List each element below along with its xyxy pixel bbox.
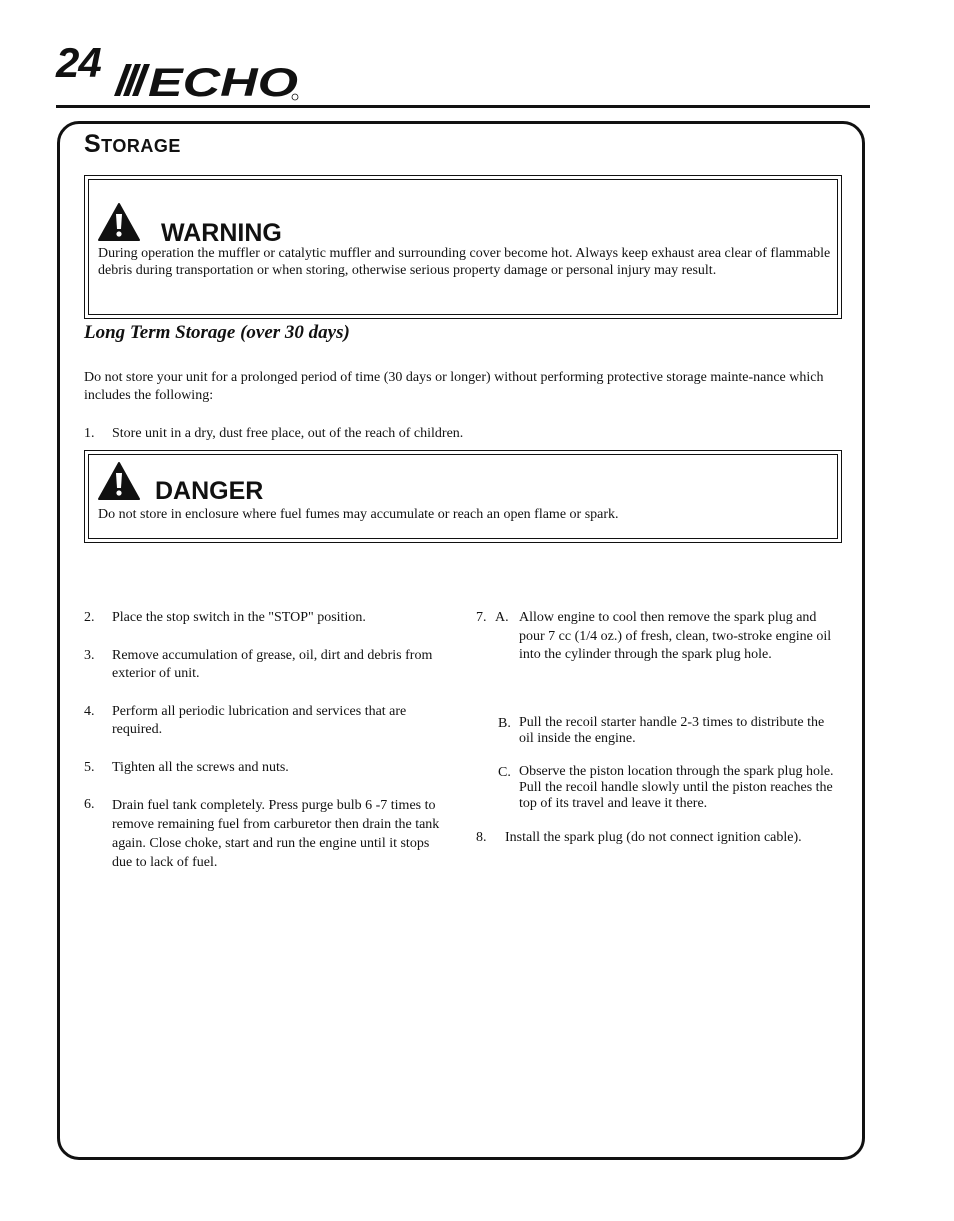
page-number: 24 (56, 39, 101, 86)
step-4-number: 4. (84, 704, 95, 719)
danger-heading: DANGER (155, 477, 264, 505)
step-7a-text: Allow engine to cool then remove the spark plug and pour 7 cc (1/4 oz.) of fresh, clean, two-stroke engine oil into the cylinder through the spark plug hole. (519, 610, 832, 662)
step-1-text: Store unit in a dry, dust free place, out of the reach of children. (112, 426, 464, 441)
step-5-text: Tighten all the screws and nuts. (112, 760, 289, 775)
long-term-storage-heading: Long Term Storage (over 30 days) (84, 322, 350, 343)
step-2-number: 2. (84, 610, 95, 625)
step-5-number: 5. (84, 760, 95, 775)
echo-logo (112, 56, 302, 102)
step-8-text: Install the spark plug (do not connect ignition cable). (505, 830, 802, 845)
step-3-text: Remove accumulation of grease, oil, dirt and debris from exterior of unit. (112, 648, 433, 681)
step-7a-label: A. (495, 610, 509, 625)
warning-text: During operation the muffler or catalytic muffler and surrounding cover become hot. Always keep exhaust area clear of flammable debris during transportation or when storing, otherwise serious property damage or personal injury may result. (98, 246, 831, 278)
step-6-number: 6. (84, 797, 95, 812)
step-1-number: 1. (84, 426, 95, 441)
danger-text: Do not store in enclosure where fuel fumes may accumulate or reach an open flame or spark. (98, 507, 619, 522)
warning-triangle-icon (97, 461, 141, 501)
step-7-number: 7. (476, 610, 487, 625)
step-8-number: 8. (476, 830, 487, 845)
step-7c-label: C. (498, 765, 511, 780)
intro-paragraph: Do not store your unit for a prolonged period of time (30 days or longer) without performing protective storage mainte-nance which includes the following: (84, 370, 824, 403)
step-4-text: Perform all periodic lubrication and services that are required. (112, 704, 407, 737)
header-rule (56, 105, 870, 108)
warning-box (84, 175, 842, 319)
section-title: Storage (84, 130, 181, 158)
step-7b-label: B. (498, 716, 511, 731)
step-3-number: 3. (84, 648, 95, 663)
danger-box (84, 450, 842, 543)
brand-wordmark: ECHO (148, 61, 298, 102)
step-7c-text: Observe the piston location through the spark plug hole. Pull the recoil handle slowly until the piston reaches the top of its travel and leave it there. (519, 764, 834, 811)
step-6-text: Drain fuel tank completely. Press purge bulb 6 -7 times to remove remaining fuel from carburetor then drain the tank again. Close choke, start and run the engine until it stops due to lack of fuel. (112, 798, 440, 870)
step-7b-text: Pull the recoil starter handle 2-3 times to distribute the oil inside the engine. (519, 715, 825, 746)
step-2-text: Place the stop switch in the "STOP" position. (112, 610, 366, 625)
warning-triangle-icon (97, 202, 141, 242)
warning-heading: WARNING (161, 219, 282, 247)
